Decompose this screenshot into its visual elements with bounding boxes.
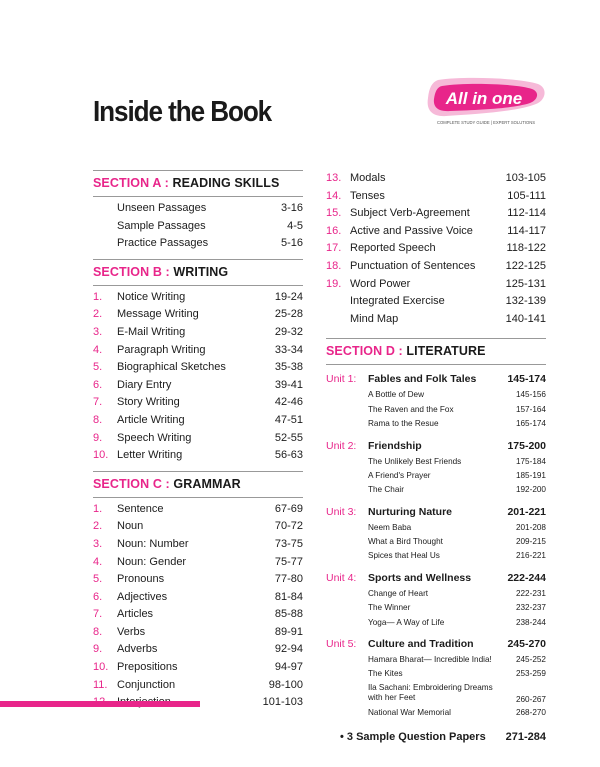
toc-row-label: Biographical Sketches: [117, 361, 226, 374]
chapter-label: A Friend's Prayer: [368, 470, 431, 480]
toc-row-pages: 114-117: [507, 224, 546, 237]
unit-pages: 245-270: [507, 638, 546, 651]
toc-row[interactable]: [326, 170, 546, 188]
chapter-row[interactable]: [326, 535, 546, 549]
chapter-pages: 209-215: [515, 537, 546, 547]
unit-name: Sports and Wellness: [368, 571, 472, 584]
toc-row-label: Article Writing: [117, 413, 185, 426]
chapter-pages: 157-164: [515, 404, 546, 414]
toc-right-column: [326, 170, 546, 746]
toc-row-pages: 70-72: [274, 520, 303, 533]
toc-row-label: Message Writing: [117, 308, 199, 321]
toc-row[interactable]: [93, 342, 303, 360]
toc-row-pages: 47-51: [274, 413, 303, 426]
toc-row-number: 18.: [326, 259, 342, 272]
toc-row-pages: 42-46: [274, 396, 303, 409]
chapter-label: Change of Heart: [368, 588, 429, 598]
toc-row-pages: 122-125: [505, 259, 546, 272]
toc-row-number: 3.: [93, 325, 103, 338]
chapter-row[interactable]: [326, 455, 546, 469]
chapter-label: Yoga— A Way of Life: [368, 617, 445, 627]
toc-row-label: Modals: [350, 172, 386, 184]
chapter-pages: 253-259: [515, 669, 546, 679]
toc-row[interactable]: [93, 200, 303, 218]
toc-row-number: 8.: [93, 625, 103, 638]
unit-pages: 175-200: [507, 439, 546, 452]
chapter-pages: 185-191: [515, 470, 546, 480]
chapter-pages: 260-267: [515, 694, 546, 704]
toc-row-pages: 94-97: [274, 661, 303, 674]
unit-number: Unit 2:: [326, 439, 357, 452]
unit-name: Fables and Folk Tales: [368, 373, 477, 386]
chapter-row[interactable]: [326, 601, 546, 615]
toc-row-label: Noun: Gender: [117, 555, 187, 568]
toc-row-pages: 73-75: [274, 537, 303, 550]
toc-row-number: 7.: [93, 608, 103, 621]
logo-text: All in one: [445, 89, 523, 108]
chapter-label: The Chair: [368, 485, 404, 495]
toc-row-label: Adverbs: [117, 643, 158, 656]
toc-row[interactable]: [93, 571, 303, 589]
toc-row-label: Pronouns: [117, 573, 165, 586]
toc-row-pages: 39-41: [274, 378, 303, 391]
chapter-label: The Unlikely Best Friends: [368, 456, 462, 466]
toc-row-number: 14.: [326, 189, 342, 202]
toc-row[interactable]: [93, 624, 303, 642]
toc-row-pages: 112-114: [507, 207, 546, 220]
section-b-name: WRITING: [173, 264, 229, 279]
toc-row-label: Practice Passages: [117, 237, 209, 250]
section-c-label: SECTION C :: [93, 476, 170, 491]
sample-papers-row[interactable]: [326, 728, 546, 746]
unit-heading[interactable]: [326, 438, 546, 455]
chapter-row[interactable]: [326, 417, 546, 431]
chapter-pages: 222-231: [515, 588, 546, 598]
toc-row-pages: 92-94: [274, 643, 303, 656]
toc-row-pages: 5-16: [280, 237, 303, 250]
toc-row-pages: 3-16: [280, 202, 303, 214]
unit-name: Culture and Tradition: [368, 638, 474, 651]
chapter-row[interactable]: [326, 616, 546, 630]
toc-row-number: 6.: [93, 378, 103, 391]
toc-row-number: 5.: [93, 573, 103, 586]
unit-pages: 145-174: [507, 373, 546, 386]
toc-row-label: Unseen Passages: [117, 202, 207, 214]
toc-row[interactable]: [93, 606, 303, 624]
toc-row-pages: 98-100: [268, 678, 303, 691]
chapter-pages: 245-252: [515, 655, 546, 665]
toc-row-number: 5.: [93, 361, 103, 374]
toc-row-number: 2.: [93, 308, 103, 321]
chapter-label: A Bottle of Dew: [368, 390, 424, 400]
toc-row-number: 13.: [326, 172, 342, 184]
toc-row-pages: 118-122: [506, 242, 546, 255]
section-d-name: LITERATURE: [406, 344, 486, 359]
toc-row[interactable]: [326, 258, 546, 276]
chapter-row[interactable]: [326, 706, 546, 720]
toc-row-label: Noun: [117, 520, 144, 533]
toc-row-label: Conjunction: [117, 678, 176, 691]
section-c-heading: [93, 471, 303, 498]
toc-row[interactable]: [326, 276, 546, 294]
toc-row-number: 8.: [93, 413, 103, 426]
toc-row-pages: 140-141: [505, 312, 546, 325]
unit-pages: 201-221: [507, 505, 546, 518]
chapter-row[interactable]: [326, 587, 546, 601]
toc-row-label: Punctuation of Sentences: [350, 259, 476, 272]
toc-row-number: 16.: [326, 224, 342, 237]
toc-row[interactable]: [93, 589, 303, 607]
toc-row-number: 2.: [93, 520, 103, 533]
footer-accent-bar: [0, 701, 200, 707]
toc-row-number: 15.: [326, 207, 342, 220]
toc-row[interactable]: [93, 430, 303, 448]
toc-row-label: Prepositions: [117, 661, 178, 674]
toc-row-number: 4.: [93, 555, 103, 568]
toc-row-pages: 101-103: [262, 696, 303, 709]
all-in-one-logo: [424, 74, 548, 132]
unit-heading[interactable]: [326, 504, 546, 521]
chapter-label: National War Memorial: [368, 707, 451, 717]
chapter-pages: 201-208: [515, 522, 546, 532]
section-d-heading: [326, 338, 546, 365]
toc-row[interactable]: [93, 554, 303, 572]
toc-row-pages: 85-88: [274, 608, 303, 621]
unit-heading[interactable]: [326, 636, 546, 653]
toc-row-pages: 77-80: [274, 573, 303, 586]
sample-papers-pages: 271-284: [505, 731, 546, 744]
chapter-row[interactable]: [326, 653, 546, 667]
unit-pages: 222-244: [507, 571, 546, 584]
chapter-pages: 165-174: [515, 419, 546, 429]
chapter-row[interactable]: [326, 521, 546, 535]
toc-row-label: Sample Passages: [117, 219, 206, 232]
toc-row[interactable]: [93, 447, 303, 465]
toc-row-label: Reported Speech: [350, 242, 436, 255]
toc-row-pages: 132-139: [505, 295, 546, 308]
toc-row-pages: 75-77: [274, 555, 303, 568]
toc-row-label: Diary Entry: [117, 378, 172, 391]
chapter-label: The Winner: [368, 603, 411, 613]
toc-row-label: Noun: Number: [117, 537, 189, 550]
toc-row[interactable]: [93, 377, 303, 395]
toc-row-number: 17.: [326, 242, 342, 255]
toc-row-label: Letter Writing: [117, 449, 183, 462]
unit-name: Nurturing Nature: [368, 505, 452, 518]
section-a-label: SECTION A :: [93, 176, 169, 190]
toc-row-number: 10.: [93, 449, 109, 462]
toc-row-number: 3.: [93, 537, 103, 550]
chapter-label: Hamara Bharat— Incredible India!: [368, 655, 492, 665]
toc-row-label: Paragraph Writing: [117, 343, 206, 356]
logo-tagline: COMPLETE STUDY GUIDE | EXPERT SOLUTIONS: [436, 120, 536, 125]
chapter-label: The Raven and the Fox: [368, 404, 454, 414]
sample-papers-label: • 3 Sample Question Papers: [340, 731, 486, 744]
chapter-pages: 175-184: [515, 456, 546, 466]
chapter-row[interactable]: [326, 682, 546, 706]
toc-row-label: Mind Map: [350, 312, 399, 325]
toc-row-label: Tenses: [350, 189, 385, 202]
toc-row-number: 10.: [93, 661, 109, 674]
toc-row[interactable]: [93, 518, 303, 536]
toc-row[interactable]: [93, 536, 303, 554]
chapter-row[interactable]: [326, 483, 546, 497]
toc-row-pages: 29-32: [274, 325, 303, 338]
toc-row-pages: 81-84: [274, 590, 303, 603]
toc-row-number: 7.: [93, 396, 103, 409]
toc-row[interactable]: [326, 188, 546, 206]
toc-row-pages: 33-34: [274, 343, 303, 356]
toc-row-pages: 103-105: [505, 172, 546, 184]
toc-row-label: Story Writing: [117, 396, 180, 409]
toc-row-pages: 89-91: [274, 625, 303, 638]
chapter-row[interactable]: [326, 469, 546, 483]
toc-row-label: Word Power: [350, 277, 411, 290]
toc-row[interactable]: [326, 240, 546, 258]
toc-row[interactable]: [93, 218, 303, 236]
toc-row-label: Sentence: [117, 502, 164, 515]
toc-row-label: Active and Passive Voice: [350, 224, 473, 237]
chapter-label: What a Bird Thought: [368, 537, 443, 547]
toc-row[interactable]: [326, 205, 546, 223]
toc-row-pages: 125-131: [505, 277, 546, 290]
unit-number: Unit 5:: [326, 638, 357, 651]
chapter-label: Ila Sachani: Embroidering Dreams with her Feet: [368, 682, 493, 703]
unit-name: Friendship: [368, 439, 422, 452]
toc-row-number: 1.: [93, 502, 103, 515]
page-title: Inside the Book: [93, 96, 272, 128]
chapter-label: The Kites: [368, 669, 403, 679]
section-c-name: GRAMMAR: [173, 476, 241, 491]
toc-row[interactable]: [93, 659, 303, 677]
toc-row[interactable]: [326, 223, 546, 241]
section-a-name: READING SKILLS: [172, 176, 280, 190]
toc-row-label: Verbs: [117, 625, 146, 638]
toc-left-column: [93, 170, 303, 712]
unit-heading[interactable]: [326, 570, 546, 587]
chapter-row[interactable]: [326, 388, 546, 402]
toc-row[interactable]: [93, 501, 303, 519]
toc-row-number: 9.: [93, 643, 103, 656]
toc-row[interactable]: [93, 412, 303, 430]
chapter-label: Rama to the Resue: [368, 419, 439, 429]
toc-row[interactable]: [93, 394, 303, 412]
toc-row-number: 4.: [93, 343, 103, 356]
toc-row[interactable]: [93, 289, 303, 307]
chapter-pages: 216-221: [515, 551, 546, 561]
toc-row-pages: 67-69: [274, 502, 303, 515]
toc-row[interactable]: [326, 311, 546, 329]
toc-row-label: Integrated Exercise: [350, 295, 445, 308]
toc-row-pages: 35-38: [274, 361, 303, 374]
toc-row-pages: 4-5: [287, 219, 303, 232]
toc-row[interactable]: [93, 306, 303, 324]
section-d-label: SECTION D :: [326, 344, 403, 359]
toc-row[interactable]: [93, 235, 303, 253]
unit-number: Unit 1:: [326, 373, 357, 386]
toc-row-pages: 19-24: [274, 290, 303, 303]
toc-row[interactable]: [326, 293, 546, 311]
toc-row-label: Notice Writing: [117, 290, 186, 303]
chapter-label: Neem Baba: [368, 522, 412, 532]
section-b-label: SECTION B :: [93, 264, 170, 279]
unit-heading[interactable]: [326, 371, 546, 388]
toc-row-number: 9.: [93, 431, 103, 444]
toc-row-number: 19.: [326, 277, 342, 290]
toc-row[interactable]: [93, 359, 303, 377]
chapter-label: Spices that Heal Us: [368, 551, 440, 561]
toc-row-pages: 56-63: [274, 449, 303, 462]
toc-row-label: E-Mail Writing: [117, 325, 186, 338]
toc-row[interactable]: [93, 677, 303, 695]
chapter-pages: 232-237: [515, 603, 546, 613]
chapter-row[interactable]: [326, 403, 546, 417]
chapter-row[interactable]: [326, 549, 546, 563]
toc-row-pages: 105-111: [507, 189, 546, 202]
section-a-heading: [93, 170, 303, 197]
toc-row-label: Articles: [117, 608, 154, 621]
chapter-pages: 268-270: [515, 707, 546, 717]
unit-number: Unit 4:: [326, 571, 357, 584]
toc-row-label: Speech Writing: [117, 431, 192, 444]
chapter-pages: 145-156: [515, 390, 546, 400]
chapter-row[interactable]: [326, 667, 546, 681]
toc-row-label: Adjectives: [117, 590, 168, 603]
toc-row-pages: 25-28: [274, 308, 303, 321]
toc-row[interactable]: [93, 641, 303, 659]
toc-row-number: 6.: [93, 590, 103, 603]
unit-number: Unit 3:: [326, 505, 357, 518]
toc-row-label: Subject Verb-Agreement: [350, 207, 470, 220]
toc-row-number: 11.: [93, 678, 108, 691]
toc-row[interactable]: [93, 324, 303, 342]
toc-row-number: 1.: [93, 290, 103, 303]
chapter-pages: 238-244: [515, 617, 546, 627]
toc-row-pages: 52-55: [274, 431, 303, 444]
section-b-heading: [93, 259, 303, 286]
chapter-pages: 192-200: [515, 485, 546, 495]
